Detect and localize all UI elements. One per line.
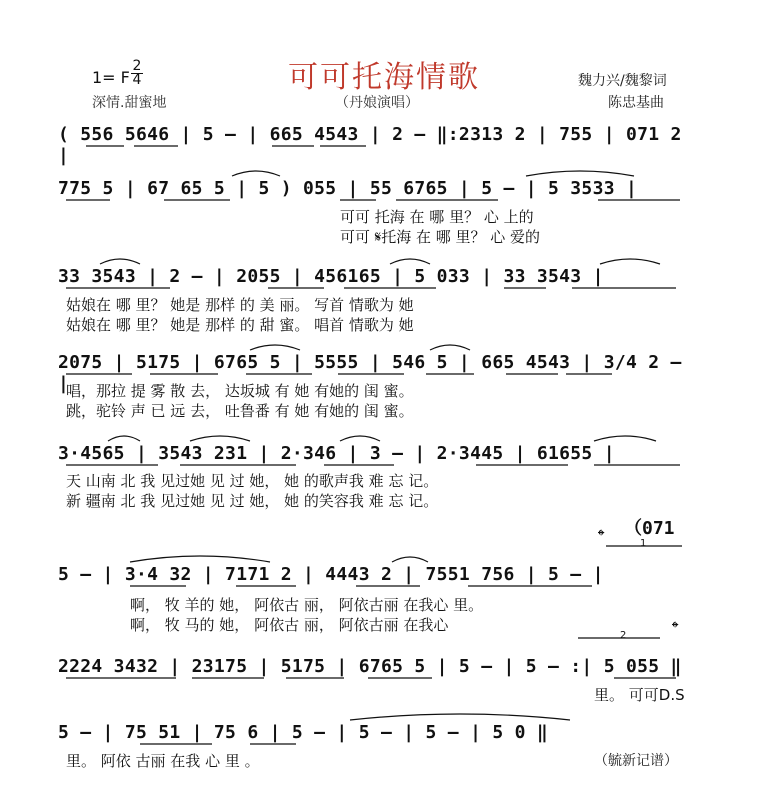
slur-mark <box>190 436 250 441</box>
slur-mark <box>390 259 430 264</box>
slur-mark <box>392 557 428 562</box>
music-line-4: 2075 | 5175 | 6765 5 | 5555 | 546 5 | 665 4543 | 3/4 2 – | <box>58 352 682 394</box>
transcriber-credit: （毓新记谱） <box>594 753 678 769</box>
music-line-1: ( 556 5646 | 5 – | 665 4543 | 2 – ‖:2313 2 | 755 | 071 2 | <box>58 124 682 166</box>
slur-mark <box>594 436 656 441</box>
music-line-6: 5 – | 3·4 32 | 7171 2 | 4443 2 | 7551 756 | 5 – | <box>58 564 604 585</box>
slur-mark <box>526 171 634 176</box>
song-title: 可可托海情歌 <box>288 60 480 95</box>
lyric-line-7a: 里。 可可D.S <box>594 686 685 704</box>
expression-mark: 深情.甜蜜地 <box>92 95 167 111</box>
composer: 陈忠基曲 <box>608 95 664 111</box>
slur-mark <box>600 259 660 264</box>
time-numerator: 2 <box>132 58 142 74</box>
slur-mark <box>232 171 280 176</box>
coda-prefix: （071 <box>624 518 675 539</box>
slur-mark <box>350 714 570 720</box>
lyric-line-4a: 唱，那拉 提 雾 散 去， 达坂城 有 她 有她的 闺 蜜。 <box>66 382 414 400</box>
lyric-line-3b: 姑娘在 哪 里？ 她是 那样 的 甜 蜜。 唱首 情歌为 她 <box>66 316 414 334</box>
lyric-line-2b: 可可 𝄋托海 在 哪 里？ 心 爱的 <box>340 228 541 246</box>
slur-mark <box>100 259 140 264</box>
coda-icon: 𝄌 <box>598 526 605 547</box>
key-text: 1= F <box>92 68 130 87</box>
lyric-line-4b: 跳，驼铃 声 已 远 去， 吐鲁番 有 她 有她的 闺 蜜。 <box>66 402 414 420</box>
lyric-line-6b: 啊， 牧 马的 她， 阿依古 丽， 阿依古丽 在我心 <box>130 616 449 634</box>
slur-mark <box>130 556 270 562</box>
lyricist: 魏力兴/魏黎词 <box>578 73 667 89</box>
slur-mark <box>430 345 470 350</box>
music-line-5: 3·4565 | 3543 231 | 2·346 | 3 – | 2·3445 | 61655 | <box>58 443 615 464</box>
slur-mark <box>250 345 300 350</box>
lyric-line-6a: 啊， 牧 羊的 她， 阿依古 丽， 阿依古丽 在我心 里。 <box>130 596 484 614</box>
slur-mark <box>340 436 380 441</box>
lyric-line-5b: 新 疆南 北 我 见过她 见 过 她， 她 的笑容我 难 忘 记。 <box>66 492 439 510</box>
slur-mark <box>108 436 140 441</box>
coda-icon-2: 𝄌 <box>672 618 679 639</box>
lyric-line-5a: 天 山南 北 我 见过她 见 过 她， 她 的歌声我 难 忘 记。 <box>66 472 439 490</box>
lyric-line-3a: 姑娘在 哪 里？ 她是 那样 的 美 丽。 写首 情歌为 她 <box>66 296 414 314</box>
music-line-3: 33 3543 | 2 – | 2055 | 456165 | 5 033 | 33 3543 | <box>58 266 604 287</box>
volta-1-label: 1 <box>640 538 647 549</box>
music-line-7: 2224 3432 | 23175 | 5175 | 6765 5 | 5 – | 5 – :| 5 055 ‖ <box>58 656 682 677</box>
performer: （丹娘演唱） <box>335 95 419 111</box>
lyric-line-2a: 可可 托海 在 哪 里？ 心 上的 <box>340 208 534 226</box>
time-denominator: 4 <box>132 72 142 88</box>
lyric-line-8a: 里。 阿依 古丽 在我 心 里 。 <box>66 752 260 770</box>
key-signature <box>92 68 130 87</box>
music-line-2: 775 5 | 67 65 5 | 5 ) 055 | 55 6765 | 5 – | 5 3533 | <box>58 178 638 199</box>
volta-2-label: 2 <box>620 630 627 641</box>
music-line-8: 5 – | 75 51 | 75 6 | 5 – | 5 – | 5 – | 5 0 ‖ <box>58 722 549 743</box>
time-signature <box>131 60 143 87</box>
